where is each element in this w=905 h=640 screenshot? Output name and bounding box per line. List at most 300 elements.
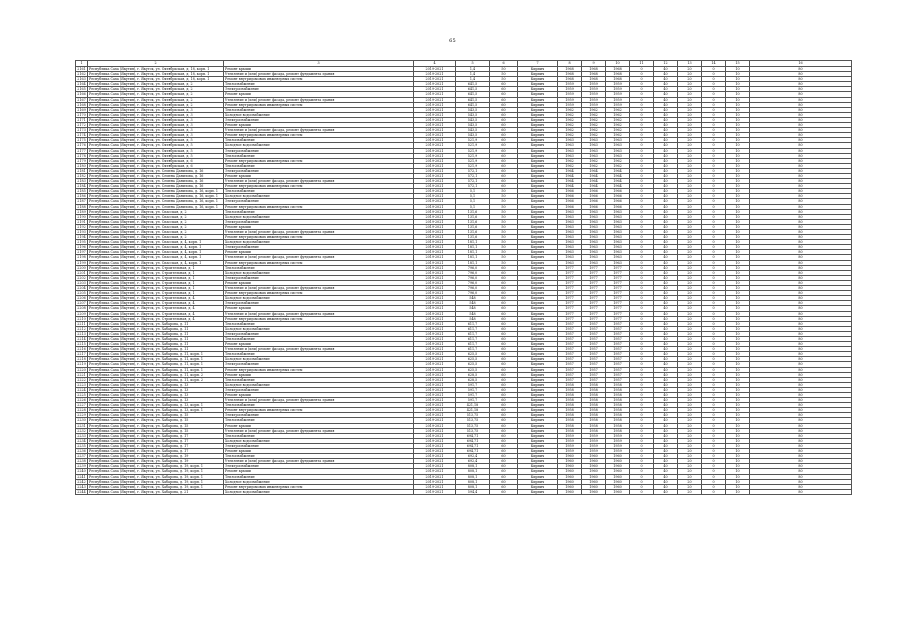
table-cell: 40	[654, 367, 678, 372]
table-cell: 80	[750, 382, 852, 387]
table-cell: 0	[702, 107, 726, 112]
table-cell: 1960	[582, 474, 606, 479]
table-cell: Республика Саха (Якутия), г. Якутск, ул. Хабарова, д. 11, корп. 1	[88, 367, 224, 372]
table-cell: Утепление и (или) ремонт фасада, ремонт фундамента здания	[224, 347, 414, 352]
table-cell: 513,75	[456, 423, 490, 428]
table-cell: 60	[490, 469, 518, 474]
table-cell: 2189	[77, 209, 86, 214]
table-cell: 1957	[606, 367, 630, 372]
table-cell: 40	[654, 275, 678, 280]
table-cell: 2223	[77, 382, 86, 387]
table-cell: 20	[678, 413, 702, 418]
table-cell: 20	[678, 479, 702, 484]
table-cell: Кирпич	[518, 306, 558, 311]
table-cell: 1959	[582, 438, 606, 443]
table-cell: 1966	[606, 194, 630, 199]
table-cell: 1963	[582, 240, 606, 245]
table-cell: 548	[456, 316, 490, 321]
table-cell: 40	[654, 255, 678, 260]
table-cell: 40	[654, 459, 678, 464]
table-cell: Кирпич	[518, 117, 558, 122]
table-cell: 10	[726, 408, 750, 413]
table-cell: 40	[654, 403, 678, 408]
table-cell: Кирпич	[518, 138, 558, 143]
table-cell: 1977	[606, 296, 630, 301]
table-cell: 694,71	[456, 433, 490, 438]
table-cell: 1957	[558, 357, 582, 362]
table-cell: 60	[490, 173, 518, 178]
table-cell: 80	[750, 123, 852, 128]
table-cell: 1959	[558, 449, 582, 454]
table-cell: 2186	[77, 194, 86, 199]
table-cell: 2229	[77, 413, 86, 418]
table-cell: 10	[726, 250, 750, 255]
table-cell: 40	[654, 92, 678, 97]
table-cell: 40	[654, 443, 678, 448]
table-cell: 1957	[558, 321, 582, 326]
table-cell: 10	[726, 377, 750, 382]
table-cell: Теплоснабжение	[224, 163, 414, 168]
table-cell: Республика Саха (Якутия), г. Якутск, ул. Хабарова, д. 13	[88, 398, 224, 403]
table-cell: Республика Саха (Якутия), г. Якутск, ул. Хабарова, д. 17	[88, 438, 224, 443]
table-cell: 20	[678, 184, 702, 189]
table-cell: 1963	[606, 255, 630, 260]
table-cell: 80	[750, 326, 852, 331]
table-cell: 1957	[606, 362, 630, 367]
table-cell: 808,1	[456, 484, 490, 489]
table-cell: Республика Саха (Якутия), г. Якутск, ул. Хабарова, д. 19, корп. 1	[88, 469, 224, 474]
table-cell: 1968	[558, 67, 582, 72]
table-cell: Кирпич	[518, 82, 558, 87]
table-cell: 1958	[558, 428, 582, 433]
table-cell: Республика Саха (Якутия), г. Якутск, ул. Спасская, д. 4, корп. 1	[88, 260, 224, 265]
table-cell: Кирпич	[518, 235, 558, 240]
table-cell: 2196	[77, 245, 86, 250]
table-cell: 1977	[558, 280, 582, 285]
table-cell: 2019-2021	[414, 428, 456, 433]
table-cell: 10	[726, 387, 750, 392]
table-cell: 1963	[606, 153, 630, 158]
table-cell: 80	[750, 204, 852, 209]
table-cell: 1968	[558, 72, 582, 77]
table-cell: Кирпич	[518, 189, 558, 194]
table-cell: 1963	[558, 138, 582, 143]
table-cell: 0	[630, 286, 654, 291]
table-cell: 80	[750, 321, 852, 326]
table-cell: 2019-2021	[414, 316, 456, 321]
table-cell: Ремонт крыши	[224, 306, 414, 311]
table-cell: 0	[702, 393, 726, 398]
table-cell: 20	[678, 443, 702, 448]
table-cell: 572,1	[456, 179, 490, 184]
table-cell: 1966	[606, 204, 630, 209]
table-cell: Республика Саха (Якутия), г. Якутск, ул. Хабарова, д. 11	[88, 331, 224, 336]
table-cell: 80	[750, 449, 852, 454]
table-cell: 1963	[558, 219, 582, 224]
table-cell: 2019-2021	[414, 306, 456, 311]
table-cell: 0	[630, 311, 654, 316]
table-cell: 80	[750, 82, 852, 87]
table-cell: 20	[678, 377, 702, 382]
table-cell: 20	[678, 459, 702, 464]
table-cell: 0	[630, 168, 654, 173]
table-cell: Электроснабжение	[224, 87, 414, 92]
table-cell: 0	[630, 413, 654, 418]
table-cell: 572,1	[456, 168, 490, 173]
table-cell: 10	[726, 479, 750, 484]
table-cell: Республика Саха (Якутия), г. Якутск, ул. Строительная, д. 1	[88, 275, 224, 280]
table-cell: 1977	[582, 311, 606, 316]
table-cell: 611,7	[456, 342, 490, 347]
table-cell: 1960	[606, 484, 630, 489]
table-cell: 641,5	[456, 87, 490, 92]
table-cell: Республика Саха (Якутия), г. Якутск, ул. Октябрьская, д. 3	[88, 123, 224, 128]
table-cell: 60	[490, 184, 518, 189]
column-header: 5	[456, 61, 490, 67]
table-cell: 0	[630, 306, 654, 311]
table-cell: 1963	[606, 250, 630, 255]
table-cell: 1957	[606, 331, 630, 336]
table-cell: 2236	[77, 449, 86, 454]
table-cell: 1963	[582, 245, 606, 250]
table-cell: Теплоснабжение	[224, 138, 414, 143]
table-cell: 80	[750, 138, 852, 143]
table-cell: 0	[630, 163, 654, 168]
table-cell: 0	[630, 102, 654, 107]
table-cell: 548	[456, 306, 490, 311]
table-cell: 0	[702, 82, 726, 87]
table-cell: 10	[726, 97, 750, 102]
table-cell: 20	[678, 214, 702, 219]
table-cell: 10	[726, 316, 750, 321]
table-cell: 0	[630, 484, 654, 489]
table-cell: 0	[630, 489, 654, 494]
table-cell: 1977	[558, 270, 582, 275]
table-cell: 611,7	[456, 321, 490, 326]
table-cell: Республика Саха (Якутия), г. Якутск, ул. Спасская, д. 2	[88, 219, 224, 224]
table-cell: 1,4	[456, 72, 490, 77]
table-cell: 80	[750, 270, 852, 275]
table-cell: 1977	[606, 280, 630, 285]
table-cell: 2167	[77, 97, 86, 102]
table-cell: Республика Саха (Якутия), г. Якутск, ул. Хабарова, д. 11	[88, 321, 224, 326]
table-cell: 50	[490, 189, 518, 194]
table-cell: 181,1	[456, 250, 490, 255]
table-cell: 1957	[558, 347, 582, 352]
table-cell: 1977	[606, 270, 630, 275]
table-cell: 20	[678, 260, 702, 265]
table-cell: 20	[678, 92, 702, 97]
table-cell: 2166	[77, 92, 86, 97]
table-cell: 2019-2021	[414, 189, 456, 194]
table-cell: 20	[678, 97, 702, 102]
table-cell: 10	[726, 413, 750, 418]
table-cell: 1958	[606, 408, 630, 413]
table-cell: 1960	[606, 474, 630, 479]
table-cell: Электроснабжение	[224, 464, 414, 469]
table-cell: 60	[490, 449, 518, 454]
table-cell: 1963	[582, 235, 606, 240]
table-cell: 50	[490, 77, 518, 82]
table-cell: 40	[654, 479, 678, 484]
table-cell: 20	[678, 270, 702, 275]
table-cell: 0	[702, 173, 726, 178]
table-cell: Республика Саха (Якутия), г. Якутск, ул. Октябрьская, д. 3	[88, 133, 224, 138]
table-cell: Республика Саха (Якутия), г. Якутск, ул. Хабарова, д. 19	[88, 459, 224, 464]
table-cell: 80	[750, 352, 852, 357]
table-cell: 2230	[77, 418, 86, 423]
table-cell: 1977	[582, 296, 606, 301]
table-cell: 40	[654, 454, 678, 459]
table-cell: 1964	[606, 184, 630, 189]
table-cell: 0	[702, 260, 726, 265]
table-cell: 10	[726, 321, 750, 326]
table-cell: 40	[654, 107, 678, 112]
table-cell: 10	[726, 286, 750, 291]
table-cell: 80	[750, 367, 852, 372]
table-cell: 0	[702, 112, 726, 117]
table-cell: 572,1	[456, 184, 490, 189]
table-cell: Республика Саха (Якутия), г. Якутск, ул. Строительная, д. 1	[88, 280, 224, 285]
table-cell: 2177	[77, 148, 86, 153]
table-cell: 2019-2021	[414, 107, 456, 112]
table-cell: 60	[490, 433, 518, 438]
table-cell: 80	[750, 408, 852, 413]
table-cell: 20	[678, 82, 702, 87]
table-cell: 2193	[77, 230, 86, 234]
table-cell: 2176	[77, 143, 86, 148]
table-cell: 40	[654, 377, 678, 382]
table-cell: 1977	[606, 311, 630, 316]
table-cell: 60	[490, 336, 518, 341]
table-cell: Республика Саха (Якутия), г. Якутск, ул. Хабарова, д. 11, корп. 1	[88, 362, 224, 367]
table-cell: 2171	[77, 117, 86, 122]
table-cell: 0	[702, 189, 726, 194]
table-cell: 1957	[582, 336, 606, 341]
table-cell: 0	[630, 479, 654, 484]
table-cell: 1963	[606, 260, 630, 265]
table-cell: 2235	[77, 443, 86, 448]
table-cell: 80	[750, 413, 852, 418]
table-cell: 0	[630, 230, 654, 235]
table-cell: 1957	[558, 377, 582, 382]
table-cell: 1977	[606, 316, 630, 321]
table-cell: 513,75	[456, 413, 490, 418]
table-cell: Кирпич	[518, 393, 558, 398]
table-cell: 0	[702, 255, 726, 260]
table-cell: 1977	[558, 316, 582, 321]
table-cell: 0	[702, 148, 726, 153]
table-cell: 591,7	[456, 398, 490, 403]
table-cell: 1977	[558, 296, 582, 301]
table-cell: 0	[630, 301, 654, 306]
table-cell: 0	[702, 275, 726, 280]
table-cell: 628,5	[456, 372, 490, 377]
table-cell: 1960	[558, 469, 582, 474]
table-cell: 2019-2021	[414, 230, 456, 235]
table-cell: Республика Саха (Якутия), г. Якутск, ул. Октябрьская, д. 3	[88, 107, 224, 112]
table-cell: 20	[678, 245, 702, 250]
table-cell: Республика Саха (Якутия), г. Якутск, ул. Октябрьская, д. 2	[88, 97, 224, 102]
table-cell: 2019-2021	[414, 179, 456, 184]
table-cell: 0	[702, 408, 726, 413]
table-cell: Ремонт крыши	[224, 469, 414, 474]
table-cell: Республика Саха (Якутия), г. Якутск, ул. Октябрьская, д. 18, корп. 1	[88, 77, 224, 82]
table-cell: 2019-2021	[414, 72, 456, 77]
table-cell: Республика Саха (Якутия), г. Якутск, ул. Октябрьская, д. 6	[88, 158, 224, 163]
table-cell: 2212	[77, 326, 86, 331]
table-cell: 0	[702, 245, 726, 250]
table-cell: 2019-2021	[414, 336, 456, 341]
table-cell: Кирпич	[518, 204, 558, 209]
table-cell: 10	[726, 367, 750, 372]
table-cell: 40	[654, 311, 678, 316]
table-cell: Электроснабжение	[224, 413, 414, 418]
table-cell: 40	[654, 77, 678, 82]
table-cell: 0	[630, 67, 654, 72]
table-cell: 40	[654, 194, 678, 199]
table-cell: 0	[630, 270, 654, 275]
table-cell: 0	[702, 296, 726, 301]
table-cell: 2226	[77, 398, 86, 403]
table-cell: 1962	[558, 112, 582, 117]
table-cell: Республика Саха (Якутия), г. Якутск, ул. Хабарова, д. 11, корп. 2	[88, 372, 224, 377]
table-cell: 2019-2021	[414, 138, 456, 143]
column-header: 12	[654, 61, 678, 67]
table-cell: 1957	[558, 362, 582, 367]
table-cell: 60	[490, 413, 518, 418]
table-cell: 1959	[582, 92, 606, 97]
table-cell: 0	[702, 179, 726, 184]
table-cell: 80	[750, 72, 852, 77]
table-cell: 80	[750, 347, 852, 352]
table-cell: 1964	[582, 168, 606, 173]
table-cell: Кирпич	[518, 418, 558, 423]
table-cell: 1959	[606, 97, 630, 102]
table-cell: Кирпич	[518, 97, 558, 102]
table-cell: 40	[654, 133, 678, 138]
table-cell: 60	[490, 107, 518, 112]
table-cell: 1963	[582, 230, 606, 235]
table-cell: Холодное водоснабжение	[224, 382, 414, 387]
table-cell: 131,6	[456, 219, 490, 224]
table-cell: Электроснабжение	[224, 301, 414, 306]
table-cell: 1960	[582, 459, 606, 464]
table-cell: 0	[702, 469, 726, 474]
table-cell: 0	[702, 158, 726, 163]
table-cell: 625,5	[456, 357, 490, 362]
table-cell: 60	[490, 408, 518, 413]
table-cell: 0	[630, 87, 654, 92]
table-cell: 1977	[582, 270, 606, 275]
table-cell: 1977	[606, 306, 630, 311]
table-cell: 641,5	[456, 97, 490, 102]
table-cell: 40	[654, 189, 678, 194]
table-cell: 0	[702, 153, 726, 158]
table-cell: 0	[630, 367, 654, 372]
table-cell: Кирпич	[518, 331, 558, 336]
table-cell: 80	[750, 423, 852, 428]
table-cell: 0	[702, 377, 726, 382]
table-cell: Теплоснабжение	[224, 377, 414, 382]
table-cell: Кирпич	[518, 377, 558, 382]
table-cell: 40	[654, 260, 678, 265]
table-cell: 0	[702, 479, 726, 484]
table-cell: Республика Саха (Якутия), г. Якутск, ул. Спасская, д. 2	[88, 235, 224, 240]
table-cell: 10	[726, 240, 750, 245]
table-cell: 40	[654, 449, 678, 454]
table-cell: 2019-2021	[414, 123, 456, 128]
table-cell: Ремонт крыши	[224, 224, 414, 229]
table-cell: 60	[490, 438, 518, 443]
table-cell: Теплоснабжение	[224, 265, 414, 270]
table-cell: 20	[678, 357, 702, 362]
table-cell: 10	[726, 433, 750, 438]
table-cell: 80	[750, 387, 852, 392]
table-cell: 20	[678, 418, 702, 423]
table-cell: 50	[490, 245, 518, 250]
table-cell: 10	[726, 357, 750, 362]
table-cell: Ремонт крыши	[224, 173, 414, 178]
table-cell: 0	[702, 423, 726, 428]
table-cell: 2215	[77, 342, 86, 347]
table-cell: 10	[726, 168, 750, 173]
table-cell: Кирпич	[518, 387, 558, 392]
table-cell: 1966	[558, 194, 582, 199]
table-cell: 80	[750, 133, 852, 138]
table-cell: 2019-2021	[414, 454, 456, 459]
table-cell: 1958	[582, 393, 606, 398]
table-cell: 0	[702, 403, 726, 408]
table-cell: 2019-2021	[414, 413, 456, 418]
table-cell: 20	[678, 352, 702, 357]
table-cell: Кирпич	[518, 311, 558, 316]
table-cell: 20	[678, 321, 702, 326]
table-cell: 80	[750, 245, 852, 250]
table-cell: 60	[490, 474, 518, 479]
table-cell: 60	[490, 331, 518, 336]
table-cell: 591,7	[456, 387, 490, 392]
table-cell: 20	[678, 428, 702, 433]
table-cell: 20	[678, 72, 702, 77]
table-cell: 543,5	[456, 133, 490, 138]
table-cell: 10	[726, 82, 750, 87]
table-cell: 60	[490, 158, 518, 163]
table-cell: Республика Саха (Якутия), г. Якутск, ул. Спасская, д. 2	[88, 214, 224, 219]
table-cell: 40	[654, 326, 678, 331]
table-cell: 2222	[77, 377, 86, 382]
table-cell: Электроснабжение	[224, 387, 414, 392]
table-cell: 0	[630, 179, 654, 184]
table-cell: 20	[678, 143, 702, 148]
table-cell: 1977	[582, 306, 606, 311]
table-cell: Республика Саха (Якутия), г. Якутск, ул. Семена Данилова, д. 16, корп. 1	[88, 204, 224, 209]
table-cell: Республика Саха (Якутия), г. Якутск, ул. Октябрьская, д. 5	[88, 148, 224, 153]
table-cell: Электроснабжение	[224, 168, 414, 173]
table-cell: 60	[490, 133, 518, 138]
table-cell: Холодное водоснабжение	[224, 240, 414, 245]
table-cell: Теплоснабжение	[224, 107, 414, 112]
table-cell: 2209	[77, 311, 86, 316]
table-cell: 2019-2021	[414, 224, 456, 229]
table-cell: 0	[702, 433, 726, 438]
table-cell: 1957	[606, 326, 630, 331]
table-cell: 10	[726, 184, 750, 189]
table-cell: 796,0	[456, 291, 490, 296]
table-cell: 1957	[558, 372, 582, 377]
table-cell: 0	[630, 296, 654, 301]
table-cell: 2185	[77, 189, 86, 194]
